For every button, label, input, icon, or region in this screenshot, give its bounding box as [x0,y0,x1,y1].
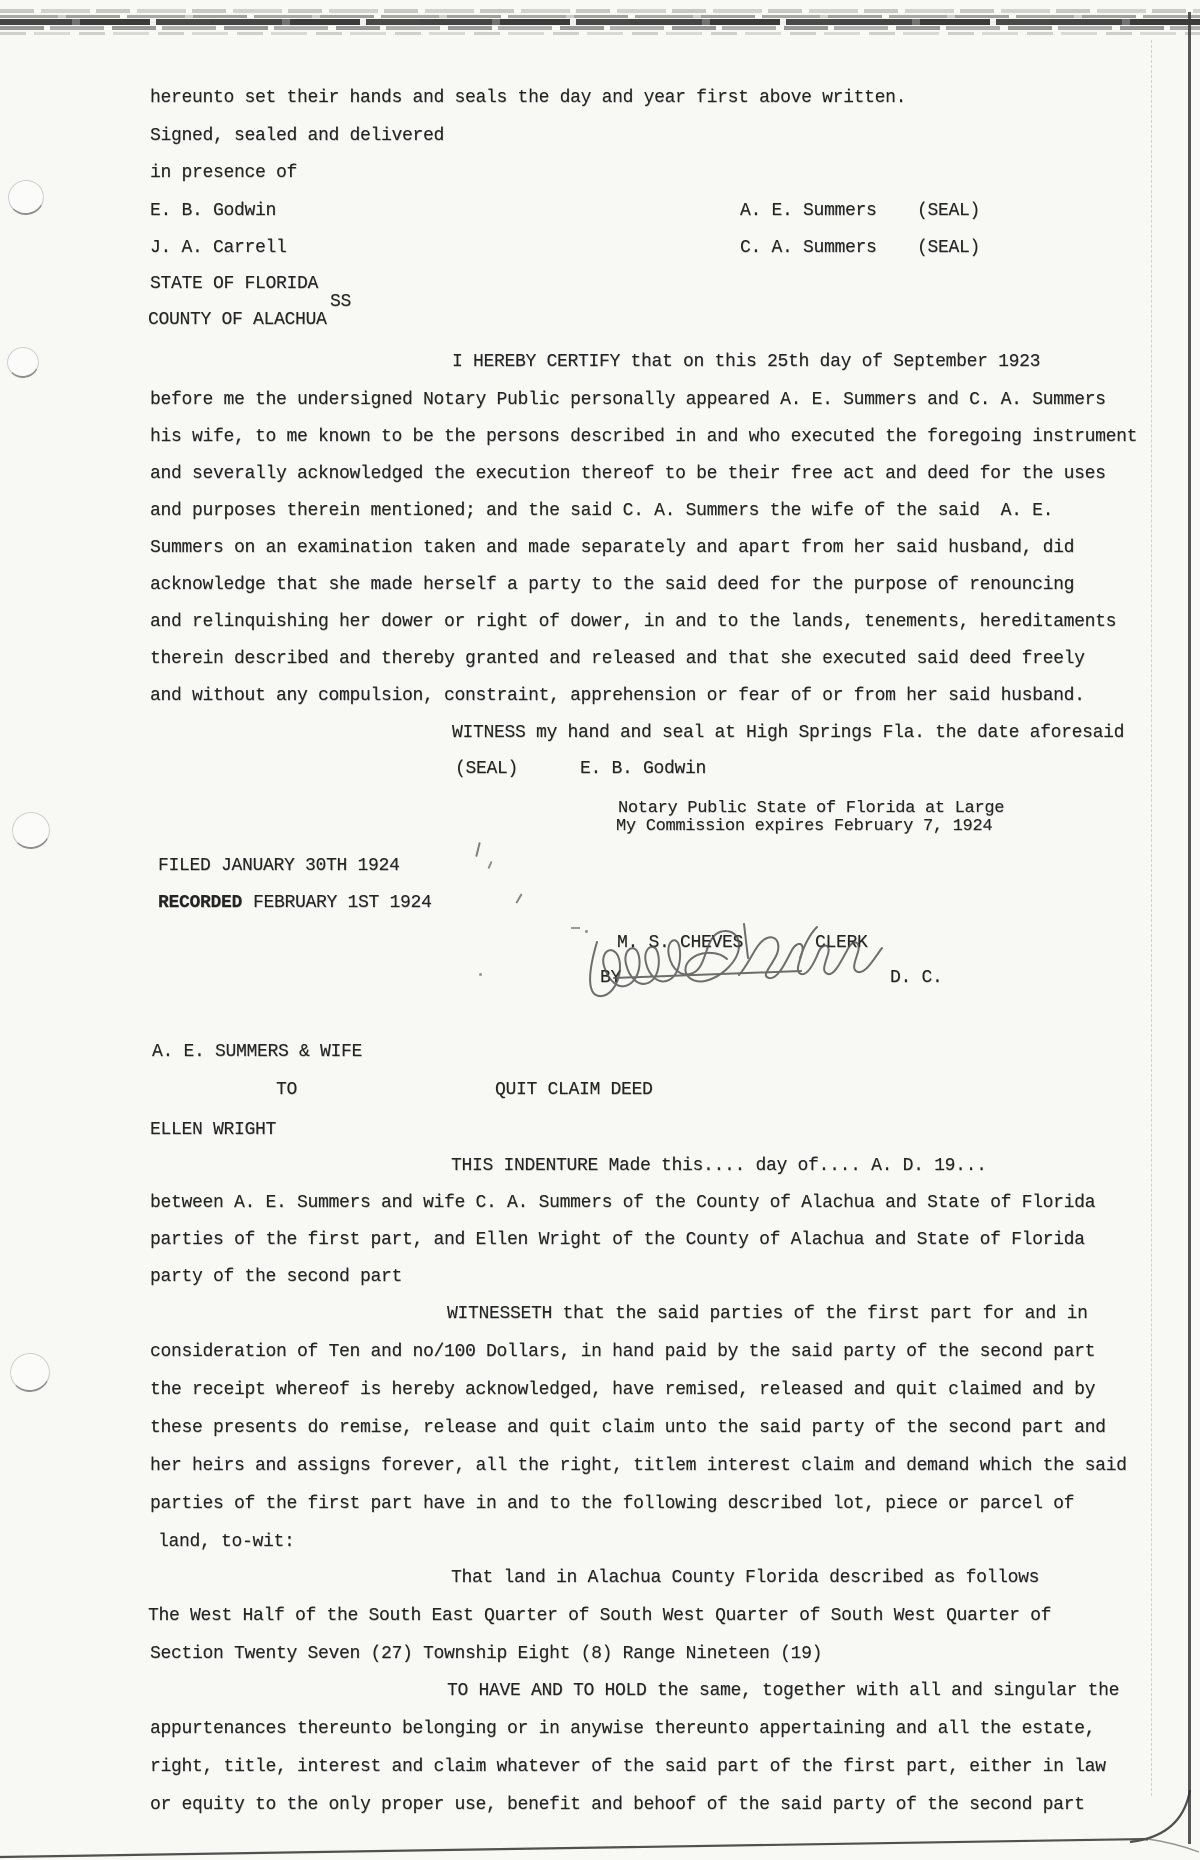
consideration-line: the receipt whereof is hereby acknowledged, have remised, released and quit claimed and by [150,1380,1096,1400]
habendum-intro-line: TO HAVE AND TO HOLD the same, together with all and singular the [447,1681,1120,1701]
consideration-line: these presents do remise, release and quit claim unto the said party of the second part and [150,1418,1106,1438]
deputy-clerk-initials: D. C. [890,968,943,988]
venue-county: COUNTY OF ALACHUA [148,310,327,330]
stray-ink-mark [479,973,482,976]
caption-grantee: ELLEN WRIGHT [150,1120,277,1140]
seal-label: (SEAL) [917,238,981,258]
scan-top-edge-band [0,0,1200,46]
clerk-name: M. S. CHEVES [617,933,744,953]
consideration-line: land, to-wit: [158,1532,295,1552]
certify-line: and relinquishing her dower or right of dower, in and to the lands, tenements, hereditaments [150,612,1117,632]
stray-ink-mark [571,927,580,929]
filed-stamp: FILED JANUARY 30TH 1924 [158,856,400,876]
stray-ink-mark [585,930,588,933]
parties-line: parties of the first part, and Ellen Wright of the County of Alachua and State of Florida [150,1230,1085,1250]
consideration-line: parties of the first part have in and to the following described lot, piece or parcel of [150,1494,1075,1514]
notary-commission-line: My Commission expires February 7, 1924 [616,817,993,836]
by-label: BY [600,968,622,988]
clerk-title: CLERK [815,933,868,953]
consideration-line: consideration of Ten and no/100 Dollars, in hand paid by the said party of the second part [150,1342,1096,1362]
binder-hole-mark [7,1350,52,1394]
recorded-stamp [158,893,432,913]
habendum-line: right, title, interest and claim whatever of the said part of the first part, either in law [150,1757,1106,1777]
grantor-signature-2: C. A. Summers [740,238,877,258]
certify-line: and without any compulsion, constraint, apprehension or fear of or from her said husband. [150,686,1085,706]
certify-line: and purposes therein mentioned; and the said C. A. Summers the wife of the said A. E. [150,501,1054,521]
notary-title-line: Notary Public State of Florida at Large [618,799,1005,818]
certify-line: his wife, to me known to be the persons described in and who executed the foregoing instrument [150,427,1138,447]
certify-line: I HEREBY CERTIFY that on this 25th day of September 1923 [452,352,1041,372]
notary-signature-name: E. B. Godwin [580,759,707,779]
scan-stripe [0,19,1200,25]
witness-seal-line: WITNESS my hand and seal at High Springs Fla. the date aforesaid [452,723,1125,743]
attestation-closing-line: hereunto set their hands and seals the day and year first above written. [150,88,907,108]
parties-line: between A. E. Summers and wife C. A. Summers of the County of Alachua and State of Florida [150,1193,1096,1213]
venue-ss: SS [330,292,352,312]
binder-hole-mark [5,345,41,380]
witness-name-1: E. B. Godwin [150,201,277,221]
scan-stripe [0,26,1200,30]
certify-line: and severally acknowledged the execution thereof to be their free act and deed for the uses [150,464,1106,484]
in-presence-line: in presence of [150,163,298,183]
consideration-line: her heirs and assigns forever, all the right, titlem interest claim and demand which the said [150,1456,1127,1476]
binder-hole-mark [6,178,47,218]
indenture-line: THIS INDENTURE Made this.... day of.... A. D. 19... [451,1156,987,1176]
stray-ink-mark [475,842,481,857]
certify-line: therein described and thereby granted and released and that she executed said deed freely [150,649,1085,669]
certify-line: before me the undersigned Notary Public personally appeared A. E. Summers and C. A. Summers [150,390,1106,410]
witnesseth-line: WITNESSETH that the said parties of the first part for and in [447,1304,1088,1324]
description-intro-line: That land in Alachua County Florida described as follows [451,1568,1040,1588]
stray-ink-mark [487,861,492,869]
certify-line: acknowledge that she made herself a party to the said deed for the purpose of renouncing [150,575,1075,595]
recorded-date: FEBRUARY 1ST 1924 [253,893,432,913]
scan-stripe [0,9,1200,13]
parties-line: party of the second part [150,1267,403,1287]
scan-stripe [0,15,1200,18]
description-line: The West Half of the South East Quarter of South West Quarter of South West Quarter of [148,1606,1052,1626]
page-fold-line [1151,40,1153,1796]
scan-stripe [0,32,1200,35]
witness-name-2: J. A. Carrell [150,238,287,258]
stray-ink-mark [515,893,522,904]
venue-state: STATE OF FLORIDA [150,274,319,294]
page-corner-curl [1130,1790,1190,1842]
binder-hole-mark [10,810,53,852]
seal-label: (SEAL) [917,201,981,221]
page-right-edge-line [1188,12,1191,1844]
signed-sealed-line: Signed, sealed and delivered [150,126,445,146]
description-line: Section Twenty Seven (27) Township Eight (8) Range Nineteen (19) [150,1644,823,1664]
notary-seal-label: (SEAL) [455,759,519,779]
habendum-line: or equity to the only proper use, benefit and behoof of the said party of the second part [150,1795,1085,1815]
habendum-line: appurtenances thereunto belonging or in anywise thereunto appertaining and all the estate, [150,1719,1096,1739]
caption-grantor: A. E. SUMMERS & WIFE [152,1042,363,1062]
recorded-label: RECORDED [158,893,243,913]
grantor-signature-1: A. E. Summers [740,201,877,221]
caption-instrument-type: QUIT CLAIM DEED [495,1080,653,1100]
caption-to: TO [276,1080,298,1100]
certify-line: Summers on an examination taken and made separately and apart from her said husband, did [150,538,1075,558]
